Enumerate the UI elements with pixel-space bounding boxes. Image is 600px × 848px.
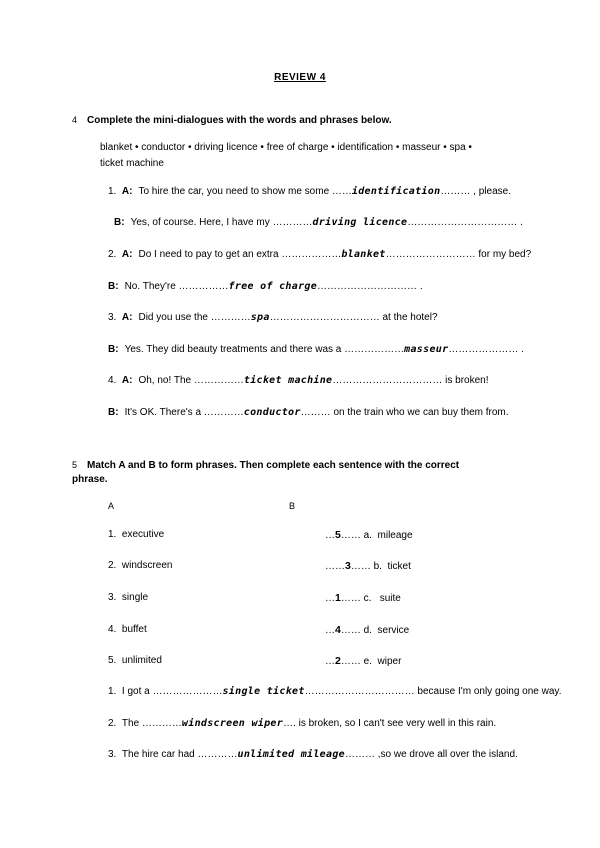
line-text: The ………… bbox=[121, 718, 182, 729]
line-text: Yes, of course. Here, I have my ………… bbox=[130, 217, 313, 228]
line-text: …. is broken, so I can't see very well in this rain. bbox=[283, 718, 497, 729]
dots: … bbox=[325, 530, 335, 541]
pair-match-1 bbox=[325, 529, 413, 541]
answer-text: spa bbox=[250, 312, 270, 323]
line-text: Yes. They did beauty treatments and there was a ……………… bbox=[124, 344, 405, 355]
speaker-label: A: bbox=[121, 186, 133, 197]
line-text: …………………………… because I'm only going one way. bbox=[304, 686, 562, 697]
line-text: ……… ,so we drove all over the island. bbox=[344, 749, 518, 760]
item-number: 1. bbox=[108, 529, 117, 540]
dialogue-line-1b bbox=[114, 217, 523, 228]
speaker-label: A: bbox=[121, 249, 133, 260]
exercise-5-instruction: Match A and B to form phrases. Then complete each sentence with the correct bbox=[87, 460, 460, 471]
exercise-5-number: 5 bbox=[72, 460, 78, 470]
speaker-label: B: bbox=[114, 217, 125, 228]
pair-match-5 bbox=[325, 655, 401, 667]
column-a-word: unlimited bbox=[121, 655, 162, 666]
dialogue-line-3b bbox=[108, 344, 524, 355]
answer-text: single ticket bbox=[222, 686, 305, 697]
column-a-word: executive bbox=[121, 529, 165, 540]
line-text: Do I need to pay to get an extra ……………… bbox=[138, 249, 342, 260]
line-text: No. They're …………… bbox=[124, 281, 229, 292]
speaker-label: B: bbox=[108, 281, 119, 292]
line-text: ……… , please. bbox=[440, 186, 511, 197]
speaker-label: A: bbox=[121, 375, 133, 386]
dots-letter: …… e. bbox=[340, 656, 372, 667]
dialogue-line-4a bbox=[108, 375, 489, 386]
item-number: 2. bbox=[108, 560, 117, 571]
line-text: …………………………… . bbox=[407, 217, 523, 228]
word-list-line-1: blanket • conductor • driving licence • free of charge • identification • masseur • spa • bbox=[100, 142, 472, 153]
answer-text: ticket machine bbox=[243, 375, 333, 386]
line-text: It's OK. There's a ………… bbox=[124, 407, 244, 418]
dots-letter: …… b. bbox=[350, 561, 382, 572]
column-b-word: wiper bbox=[377, 656, 402, 667]
pair-row-2 bbox=[108, 560, 173, 571]
line-text: ……………………… for my bed? bbox=[385, 249, 532, 260]
speaker-label: B: bbox=[108, 344, 119, 355]
exercise-4-heading bbox=[72, 115, 392, 126]
match-number: 2 bbox=[335, 655, 341, 667]
dialogue-line-2a bbox=[108, 249, 531, 260]
speaker-label: A: bbox=[121, 312, 133, 323]
line-text: …………………………… at the hotel? bbox=[269, 312, 438, 323]
column-b-word: mileage bbox=[377, 530, 413, 541]
answer-text: unlimited mileage bbox=[237, 749, 345, 760]
answer-text: free of charge bbox=[228, 281, 318, 292]
item-number: 2. bbox=[108, 718, 117, 729]
column-b-word: suite bbox=[379, 593, 401, 604]
item-number: 2. bbox=[108, 249, 117, 260]
exercise-4-instruction: Complete the mini-dialogues with the words and phrases below. bbox=[87, 115, 392, 126]
column-b-word: service bbox=[377, 625, 410, 636]
pair-row-3 bbox=[108, 592, 148, 603]
page-title: REVIEW 4 bbox=[274, 72, 326, 83]
dots: … bbox=[325, 625, 335, 636]
line-text: To hire the car, you need to show me some …… bbox=[138, 186, 352, 197]
item-number: 1. bbox=[108, 686, 117, 697]
line-text: …………………………… is broken! bbox=[332, 375, 489, 386]
line-text: ………………… . bbox=[448, 344, 524, 355]
sentence-1 bbox=[108, 686, 561, 697]
item-number: 3. bbox=[108, 749, 117, 760]
answer-text: windscreen wiper bbox=[181, 718, 284, 729]
dots: … bbox=[325, 656, 335, 667]
pair-match-3 bbox=[325, 592, 401, 604]
dialogue-line-3a bbox=[108, 312, 438, 323]
exercise-4-number: 4 bbox=[72, 115, 78, 125]
pair-match-2 bbox=[325, 560, 411, 572]
item-number: 5. bbox=[108, 655, 117, 666]
match-number: 1 bbox=[335, 592, 341, 604]
line-text: I got a ………………… bbox=[121, 686, 223, 697]
word-list bbox=[100, 140, 520, 172]
match-number: 3 bbox=[345, 560, 351, 572]
column-a-word: windscreen bbox=[121, 560, 173, 571]
dots-letter: …… a. bbox=[340, 530, 372, 541]
answer-text: conductor bbox=[243, 407, 301, 418]
line-text: ……… on the train who we can buy them from. bbox=[300, 407, 509, 418]
word-list-line-2: ticket machine bbox=[100, 158, 164, 169]
answer-text: identification bbox=[351, 186, 441, 197]
dialogue-line-4b bbox=[108, 407, 509, 418]
pair-row-5 bbox=[108, 655, 162, 666]
dots: … bbox=[325, 593, 335, 604]
answer-text: driving licence bbox=[312, 217, 408, 228]
item-number: 4. bbox=[108, 624, 117, 635]
dots-letter: …… d. bbox=[340, 625, 372, 636]
match-number: 4 bbox=[335, 624, 341, 636]
answer-text: masseur bbox=[404, 344, 449, 355]
line-text: ………………………… . bbox=[317, 281, 423, 292]
line-text: The hire car had ………… bbox=[121, 749, 238, 760]
column-a-header: A bbox=[108, 501, 115, 511]
pair-row-4 bbox=[108, 624, 147, 635]
item-number: 3. bbox=[108, 312, 117, 323]
line-text: Did you use the ………… bbox=[138, 312, 251, 323]
match-number: 5 bbox=[335, 529, 341, 541]
line-text: Oh, no! The …………… bbox=[138, 375, 244, 386]
pair-match-4 bbox=[325, 624, 409, 636]
column-b-header: B bbox=[289, 501, 296, 511]
speaker-label: B: bbox=[108, 407, 119, 418]
column-b-word: ticket bbox=[387, 561, 411, 572]
dialogue-line-1a bbox=[108, 186, 511, 197]
answer-text: blanket bbox=[341, 249, 386, 260]
column-a-word: buffet bbox=[121, 624, 147, 635]
item-number: 4. bbox=[108, 375, 117, 386]
item-number: 3. bbox=[108, 592, 117, 603]
column-a-word: single bbox=[121, 592, 149, 603]
sentence-3 bbox=[108, 749, 518, 760]
dots-letter: …… c. bbox=[340, 593, 372, 604]
pair-row-1 bbox=[108, 529, 164, 540]
dots: …… bbox=[325, 561, 345, 572]
item-number: 1. bbox=[108, 186, 117, 197]
dialogue-line-2b bbox=[108, 281, 423, 292]
exercise-5-heading bbox=[72, 460, 459, 471]
exercise-5-instruction-cont: phrase. bbox=[72, 474, 108, 485]
sentence-2 bbox=[108, 718, 496, 729]
